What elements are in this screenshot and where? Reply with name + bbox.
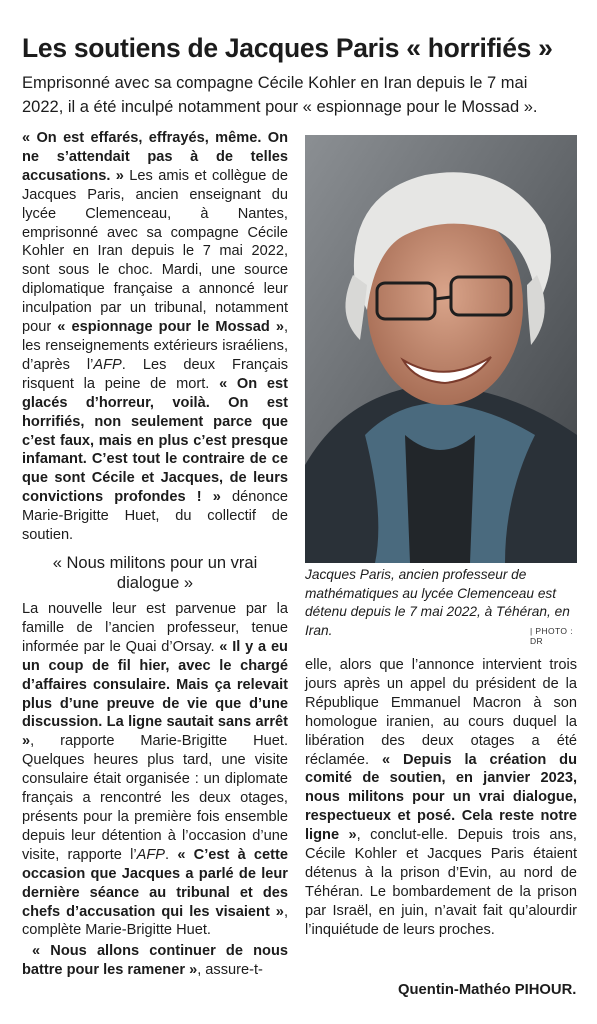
body-paragraph-1 — [22, 129, 288, 545]
body-text: . Les deux Français risquent la peine de mort. — [22, 356, 289, 392]
quote: « Depuis la création du comité de soutien, en janvier 2023, nous militons pour un vrai dialogue, respectueux et posé. Cela reste notre ligne » — [305, 751, 577, 844]
body-paragraph-3 — [305, 656, 577, 940]
article-title: Les soutiens de Jacques Paris « horrifiés » — [22, 33, 553, 63]
portrait-image — [305, 135, 577, 563]
author-signature: Quentin-Mathéo PIHOUR. — [398, 982, 577, 998]
body-text: , les renseignements extérieurs israéliens, d’après l’ — [22, 319, 289, 373]
lead-line-1: Emprisonné avec sa compagne Cécile Kohler en Iran depuis le 7 mai — [22, 74, 528, 92]
source-name: AFP — [136, 846, 166, 863]
lead-line-2: 2022, il a été inculpé notamment pour « espionnage pour le Mossad ». — [22, 98, 538, 116]
body-text: . — [165, 846, 178, 863]
quote: « Nous allons continuer de nous battre pour les ramener » — [22, 943, 288, 979]
intertitle: « Nous militons pour un vrai dialogue » — [52, 554, 258, 592]
source-name: AFP — [93, 356, 122, 373]
quote: « On est effarés, effrayés, même. On ne s’attendait pas à de telles accusations. » — [22, 130, 288, 184]
body-text: , conclut-elle. Depuis trois ans, Cécile Kohler et Jacques Paris étaient détenus à la prison d’Evin, au nord de Téhéran. Le bombardement de la prison par Israël, en juin, n’avait fait qu’alourdir l’inquiétude de leurs proches. — [305, 827, 577, 938]
quote: « espionnage pour le Mossad » — [57, 319, 284, 336]
body-text: , assure-t- — [197, 962, 263, 979]
portrait-photo — [305, 135, 577, 563]
body-text: La nouvelle leur est parvenue par la famille de l’ancien professeur, tenue informée par le Quai d’Orsay. — [22, 601, 288, 655]
photo-caption: Jacques Paris, ancien professeur de mathématiques au lycée Clemenceau est détenu depuis le 7 mai 2022, à Téhéran, en Iran. — [305, 567, 570, 638]
photo-credit: | PHOTO : DR — [530, 626, 573, 646]
body-text: dénonce Marie-Brigitte Huet, du collectif de soutien. — [22, 489, 288, 544]
article-lead — [22, 71, 577, 119]
body-text: , rapporte Marie-Brigitte Huet. Quelques heures plus tard, une visite consulaire était organisée : un diplomate français a rencontré les deux otages, présents pour la première fois ensemble depuis leur détention à l’occasion d’une visite, rapporte l’ — [22, 733, 288, 863]
body-paragraph-2 — [22, 600, 288, 980]
quote: « C’est à cette occasion que Jacques a parlé de leur dernière séance au tribunal et des chefs d’accusation qui les visaient » — [22, 846, 289, 920]
body-text: Les amis et collègue de Jacques Paris, ancien enseignant du lycée Clemenceau, à Nantes, emprisonné avec sa compagne Cécile Kohler en Iran depuis le 7 mai 2022, sont sous le choc. Mardi, une source diplomatique française a annoncé leur inculpation par un tribunal, notamment pour — [22, 167, 288, 336]
quote: « Il y a eu un coup de fil hier, avec le chargé d’affaires consulaire. Mais ça relevait plus d’une preuve de vie que d’une discussion. La ligne sautait sans arrêt » — [22, 638, 288, 750]
body-text: elle, alors que l’annonce intervient trois jours après un appel du président de la République Emmanuel Macron à son homologue iranien, au cours duquel la libération des deux otages a été réclamée. — [305, 657, 577, 768]
body-text: , complète Marie-Brigitte Huet. — [22, 903, 288, 939]
quote: « On est glacés d’horreur, voilà. On est horrifiés, non seulement parce que c’est faux, mais en plus c’est presque infamant. C’est tout le contraire de ce que sont Cécile et Jacques, de leurs convictions profondes ! » — [22, 375, 288, 506]
